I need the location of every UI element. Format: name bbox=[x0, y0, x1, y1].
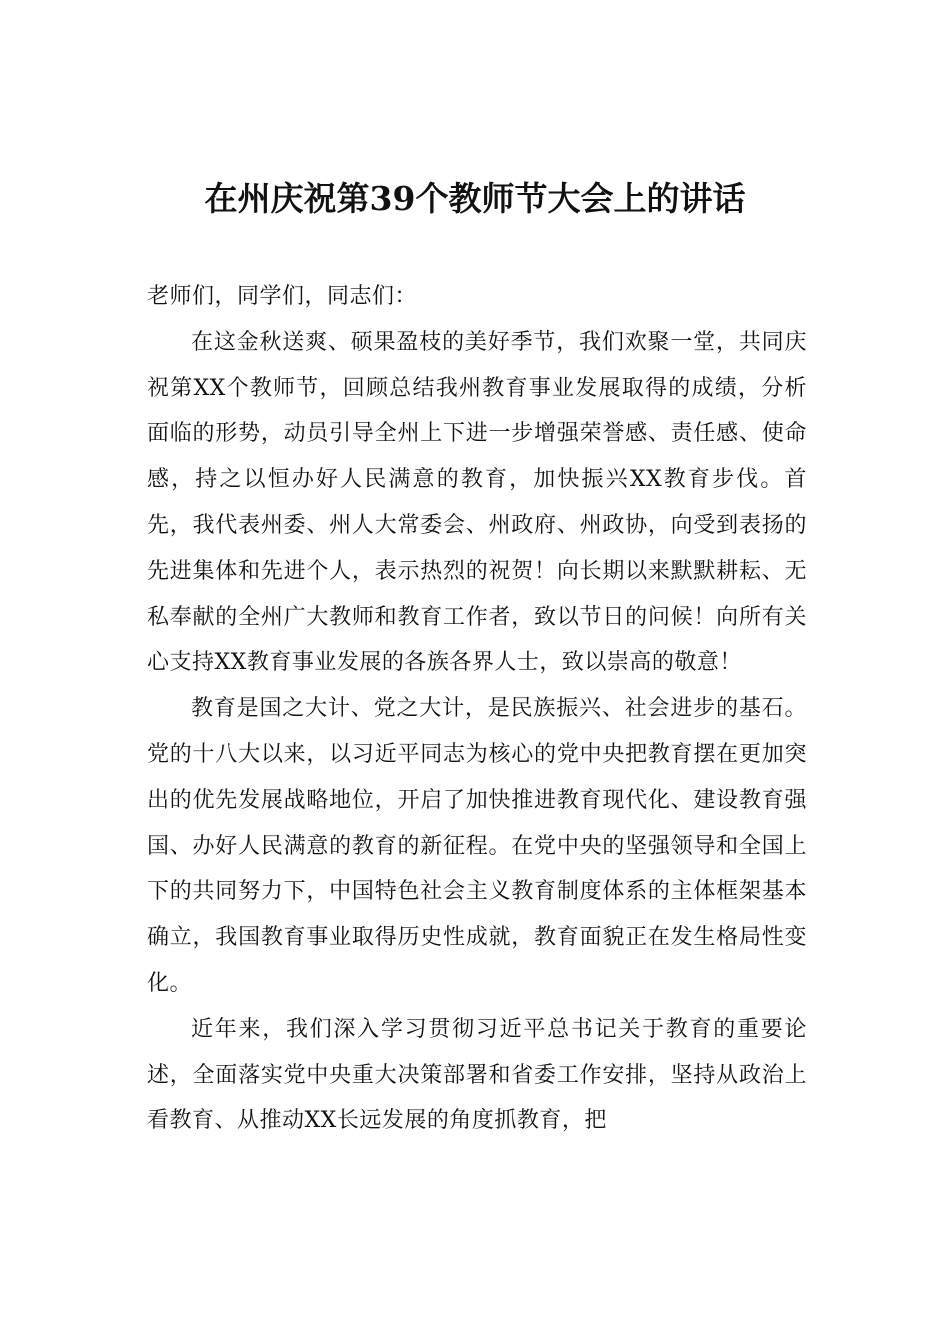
paragraph-2: 教育是国之大计、党之大计，是民族振兴、社会进步的基石。党的十八大以来，以习近平同志为核心的党中央把教育摆在更加突出的优先发展战略地位，开启了加快推进教育现代化、建设教育强国、办好人民满意的教育的新征程。在党中央的坚强领导和全国上下的共同努力下，中国特色社会主义教育制度体系的主体框架基本确立，我国教育事业取得历史性成就，教育面貌正在发生格局性变化。 bbox=[147, 696, 807, 996]
paragraph-1: 在这金秋送爽、硕果盈枝的美好季节，我们欢聚一堂，共同庆祝第XX个教师节，回顾总结我州教育事业发展取得的成绩，分析面临的形势，动员引导全州上下进一步增强荣誉感、责任感、使命感，持之以恒办好人民满意的教育，加快振兴XX教育步伐。首先，我代表州委、州人大常委会、州政府、州政协，向受到表扬的先进集体和先进个人，表示热烈的祝贺！向长期以来默默耕耘、无私奉献的全州广大教师和教育工作者，致以节日的问候！向所有关心支持XX教育事业发展的各族各界人士，致以崇高的敬意！ bbox=[147, 329, 807, 676]
salutation: 老师们，同学们，同志们： bbox=[147, 284, 418, 309]
paragraph-3: 近年来，我们深入学习贯彻习近平总书记关于教育的重要论述，全面落实党中央重大决策部署和省委工作安排，坚持从政治上看教育、从推动XX长远发展的角度抓教育，把 bbox=[147, 1016, 807, 1134]
document-title: 在州庆祝第39个教师节大会上的讲话 bbox=[204, 179, 746, 218]
document-body bbox=[147, 274, 807, 1144]
